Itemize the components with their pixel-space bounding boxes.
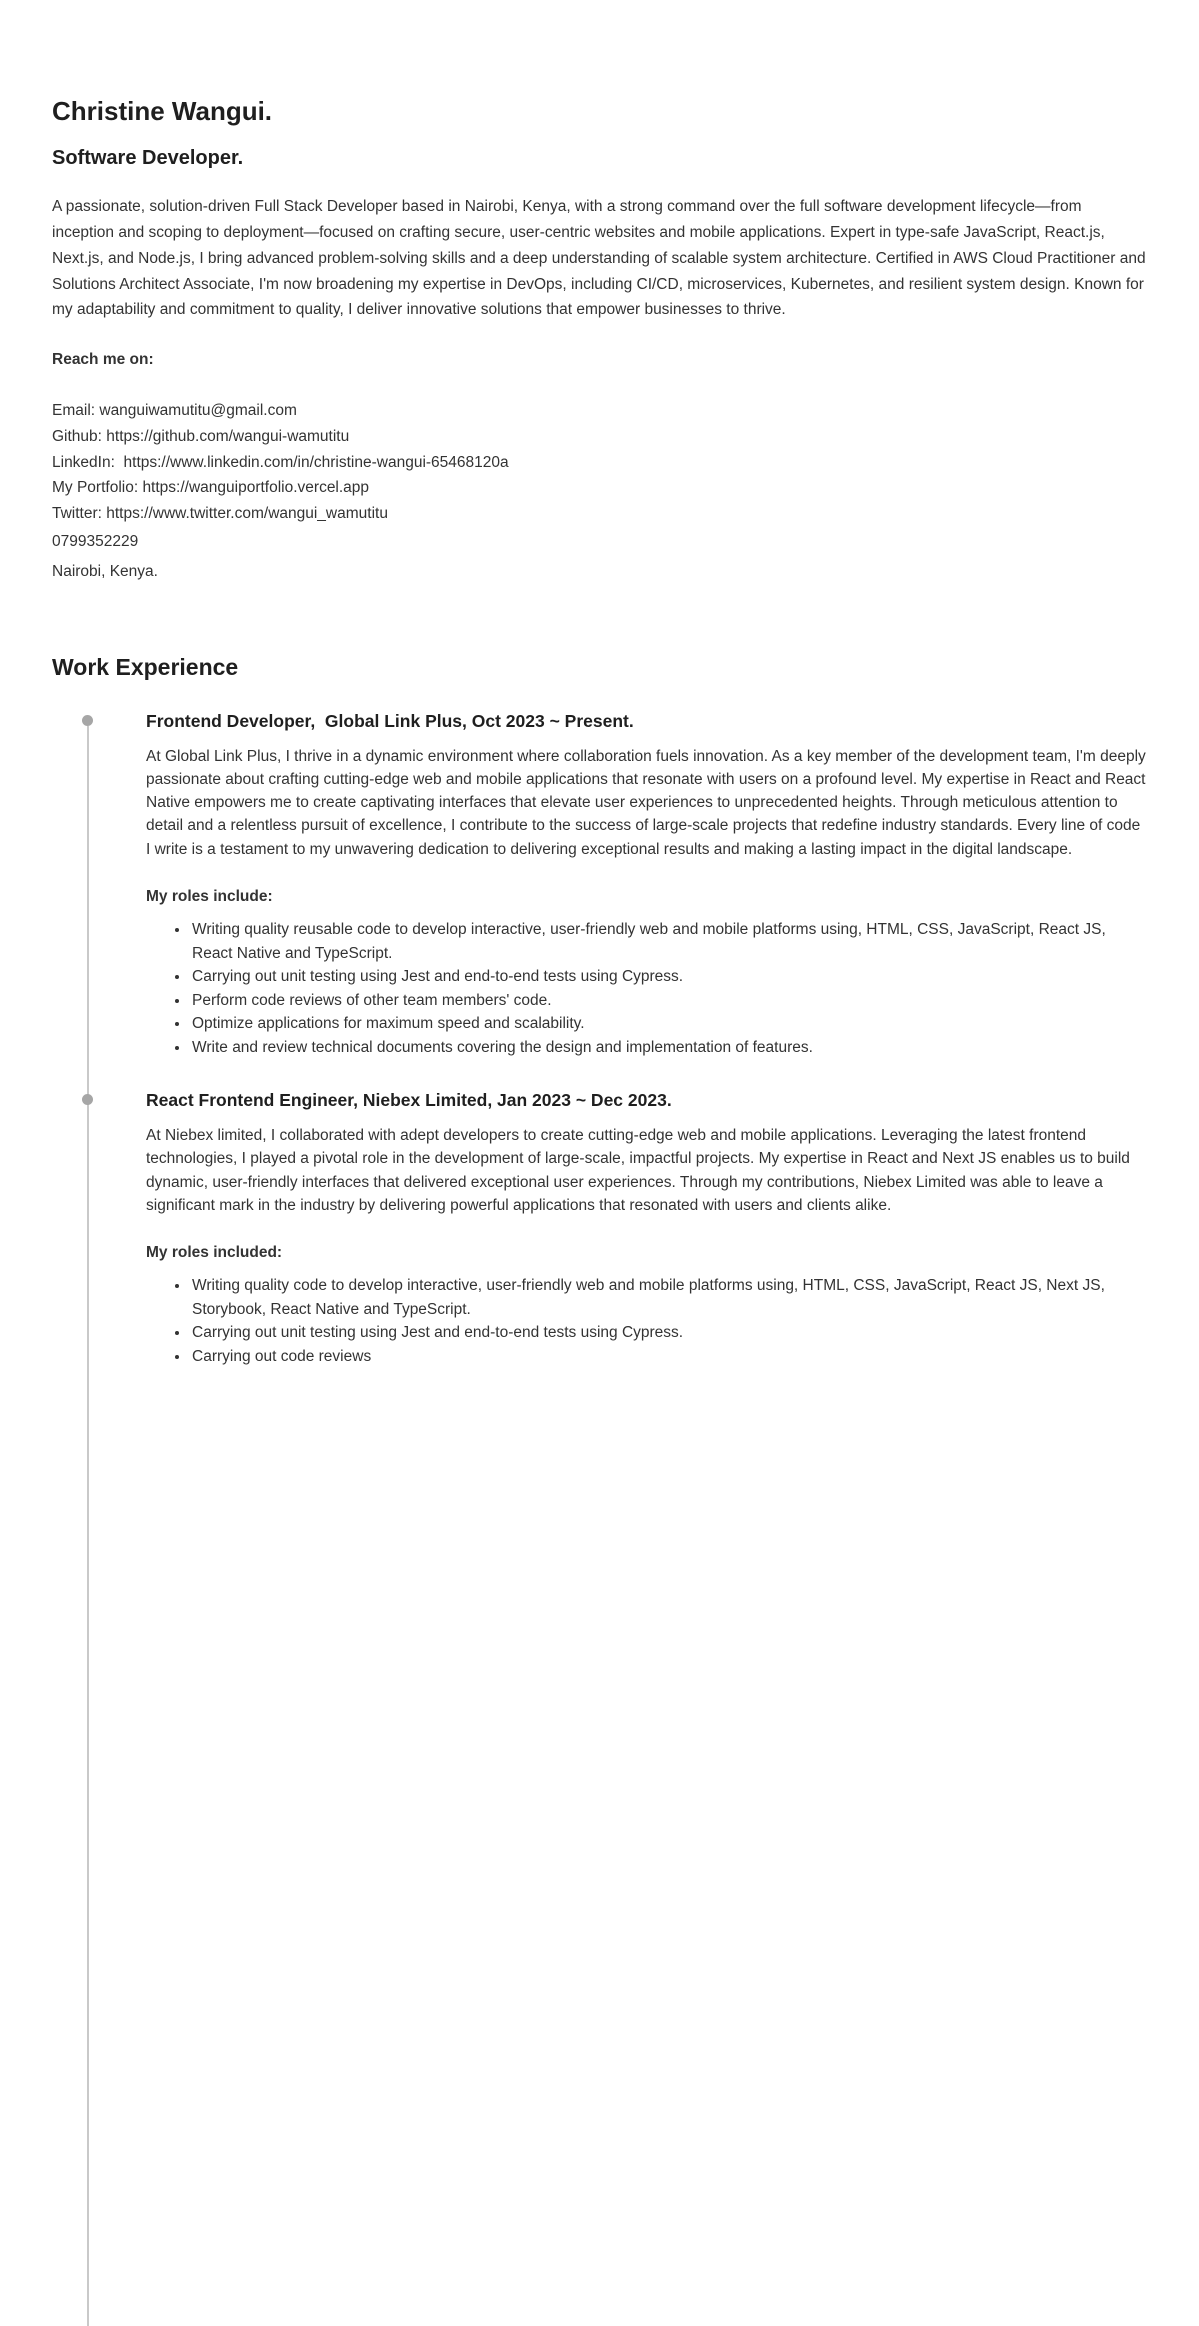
job-entry-niebex-limited: [146, 1089, 1147, 1368]
contact-email: Email: wanguiwamutitu@gmail.com: [52, 402, 297, 420]
resume-header: [52, 96, 1150, 323]
contact-heading: Reach me on:: [52, 351, 154, 369]
roles-heading: My roles included:: [146, 1244, 283, 1262]
job-description: At Niebex limited, I collaborated with adept developers to create cutting-edge web and mobile applications. Leveraging the latest frontend technologies, I played a pivotal role in the development of large-scale, impactful projects. My expertise in React and Next JS enables us to build dynamic, user-friendly interfaces that delivered exceptional user experiences. Through my contributions, Niebex Limited was able to leave a significant mark in the industry by delivering powerful applications that resonated with users and clients alike.: [146, 1127, 1135, 1214]
role-item: • Carrying out unit testing using Jest and end-to-end tests using Cypress.: [190, 965, 1147, 989]
contact-location: Nairobi, Kenya.: [52, 563, 158, 581]
timeline-line: [87, 726, 89, 2326]
roles-list: [146, 1274, 1147, 1368]
role-item: • Perform code reviews of other team members' code.: [190, 989, 1147, 1013]
work-experience-heading: Work Experience: [52, 654, 239, 681]
contact-section: [52, 347, 1147, 585]
roles-list: [146, 918, 1147, 1059]
profile-summary: A passionate, solution-driven Full Stack Developer based in Nairobi, Kenya, with a strong command over the full software development lifecycle—from inception and scoping to deployment—focused on crafting secure, user-centric websites and mobile applications. Expert in type-safe JavaScript, React.js, Next.js, and Node.js, I bring advanced problem-solving skills and a deep understanding of scalable system architecture. Certified in AWS Cloud Practitioner and Solutions Architect Associate, I'm now broadening my expertise in DevOps, including CI/CD, microservices, Kubernetes, and resilient system design. Known for my adaptability and commitment to quality, I deliver innovative solutions that empower businesses to thrive.: [52, 198, 1150, 319]
job-role-subtitle: Software Developer.: [52, 147, 244, 170]
job-title: Frontend Developer, Global Link Plus, Oct 2023 ~ Present.: [146, 710, 634, 731]
contact-github: Github: https://github.com/wangui-wamutitu: [52, 427, 350, 445]
contact-lines: [52, 398, 1147, 585]
roles-heading: My roles include:: [146, 888, 273, 906]
person-name: Christine Wangui.: [52, 96, 273, 126]
job-title: React Frontend Engineer, Niebex Limited, Jan 2023 ~ Dec 2023.: [146, 1090, 672, 1111]
timeline-dot: [82, 1094, 93, 1105]
role-item: • Write and review technical documents covering the design and implementation of features.: [190, 1036, 1147, 1060]
timeline-dot: [82, 715, 93, 726]
contact-twitter: Twitter: https://www.twitter.com/wangui_wamutitu: [52, 504, 388, 522]
work-experience-section: [52, 650, 1151, 1368]
role-item: • Writing quality reusable code to develop interactive, user-friendly web and mobile platforms using, HTML, CSS, JavaScript, React JS, React Native and TypeScript.: [190, 918, 1147, 965]
role-item: • Carrying out unit testing using Jest and end-to-end tests using Cypress.: [190, 1321, 1147, 1345]
job-description: At Global Link Plus, I thrive in a dynamic environment where collaboration fuels innovation. As a key member of the development team, I'm deeply passionate about crafting cutting-edge web and mobile applications that resonate with users on a profound level. My expertise in React and React Native empowers me to create captivating interfaces that elevate user experiences to unprecedented heights. Through meticulous attention to detail and a relentless pursuit of excellence, I contribute to the success of large-scale projects that redefine industry standards. Every line of code I write is a testament to my unwavering dedication to delivering exceptional results and making a lasting impact in the digital landscape.: [146, 747, 1151, 858]
role-item: • Writing quality code to develop interactive, user-friendly web and mobile platforms using, HTML, CSS, JavaScript, React JS, Next JS, Storybook, React Native and TypeScript.: [190, 1274, 1147, 1321]
work-timeline: [52, 710, 1151, 1369]
contact-phone: 0799352229: [52, 532, 139, 550]
contact-linkedin: LinkedIn: https://www.linkedin.com/in/christine-wangui-65468120a: [52, 453, 509, 471]
job-entry-global-link-plus: [146, 710, 1151, 1059]
role-item: • Optimize applications for maximum speed and scalability.: [190, 1012, 1147, 1036]
role-item: • Carrying out code reviews: [190, 1345, 1147, 1369]
contact-portfolio: My Portfolio: https://wanguiportfolio.vercel.app: [52, 479, 370, 497]
